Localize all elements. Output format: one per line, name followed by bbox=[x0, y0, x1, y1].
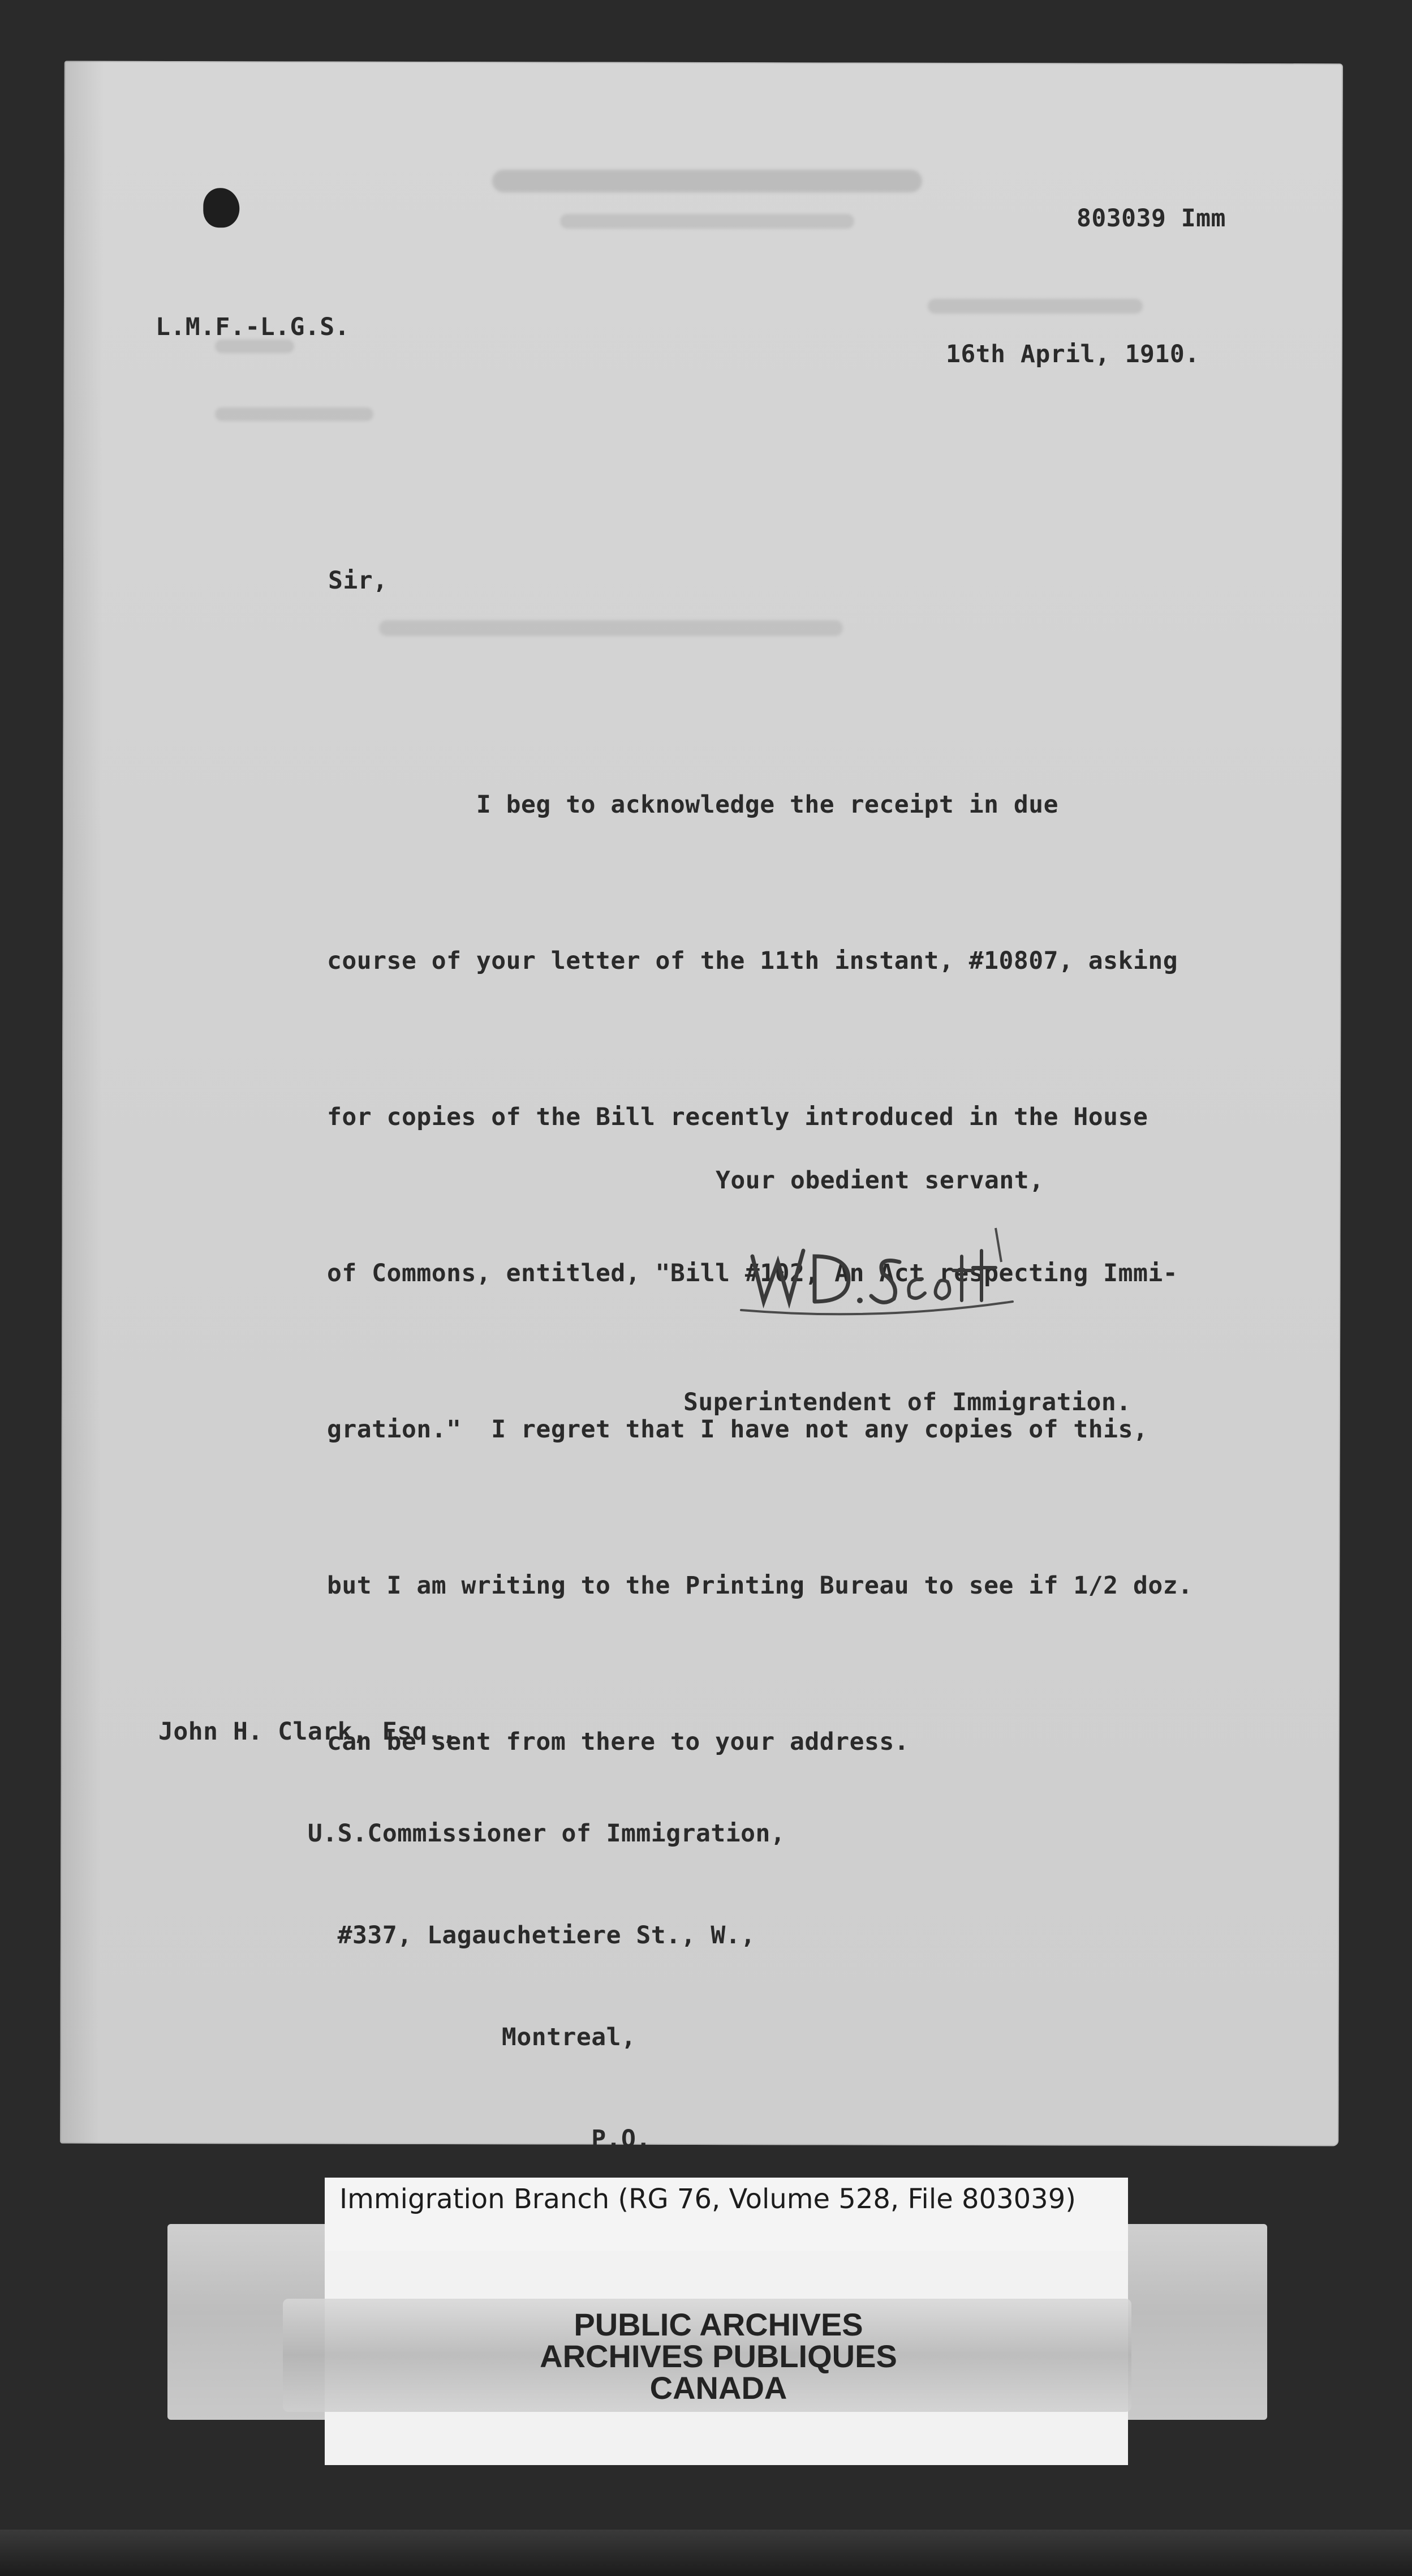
archive-caption: Immigration Branch (RG 76, Volume 528, File 803039) bbox=[339, 2183, 1076, 2215]
signer-title: Superintendent of Immigration. bbox=[683, 1388, 1131, 1416]
body-line: of Commons, entitled, "Bill #102, An Act respecting Immi- bbox=[327, 1259, 1178, 1287]
closing: Your obedient servant, bbox=[716, 1166, 1044, 1195]
faded-letterhead bbox=[492, 170, 922, 192]
body-line: I beg to acknowledge the receipt in due bbox=[327, 791, 1059, 819]
archive-stamp bbox=[509, 2309, 928, 2404]
archive-stamp-line: CANADA bbox=[649, 2370, 787, 2406]
punch-hole bbox=[203, 188, 239, 227]
address-line: #337, Lagauchetiere St., W., bbox=[158, 1921, 756, 1950]
body-line: gration." I regret that I have not any copies of this, bbox=[327, 1415, 1148, 1444]
archive-stamp-line: PUBLIC ARCHIVES bbox=[574, 2307, 863, 2342]
salutation: Sir, bbox=[328, 566, 388, 595]
address-line: P.Q. bbox=[158, 2125, 651, 2153]
faded-date-stamp bbox=[928, 299, 1143, 314]
typist-initials: L.M.F.-L.G.S. bbox=[156, 313, 350, 341]
faded-heading bbox=[379, 620, 843, 636]
handwritten-signature bbox=[730, 1217, 1024, 1324]
body-line: course of your letter of the 11th instant, #10807, asking bbox=[327, 947, 1178, 975]
body-line: but I am writing to the Printing Bureau to see if 1/2 doz. bbox=[327, 1572, 1193, 1600]
faded-ref-mark-2 bbox=[215, 407, 373, 421]
body-line: can be sent from there to your address. bbox=[327, 1728, 910, 1756]
letter-date: 16th April, 1910. bbox=[946, 340, 1200, 368]
address-line: U.S.Commissioner of Immigration, bbox=[158, 1819, 786, 1848]
faded-letterhead-sub bbox=[560, 214, 854, 229]
address-line: Montreal, bbox=[158, 2023, 636, 2051]
address-line: John H. Clark, Esq., bbox=[158, 1718, 457, 1746]
archive-stamp-line: ARCHIVES PUBLIQUES bbox=[540, 2338, 897, 2374]
file-reference: 803039 Imm bbox=[1077, 204, 1226, 233]
scan-bottom-edge bbox=[0, 2530, 1412, 2576]
body-line: for copies of the Bill recently introduced in the House bbox=[327, 1103, 1148, 1131]
recipient-address bbox=[158, 1647, 785, 2224]
